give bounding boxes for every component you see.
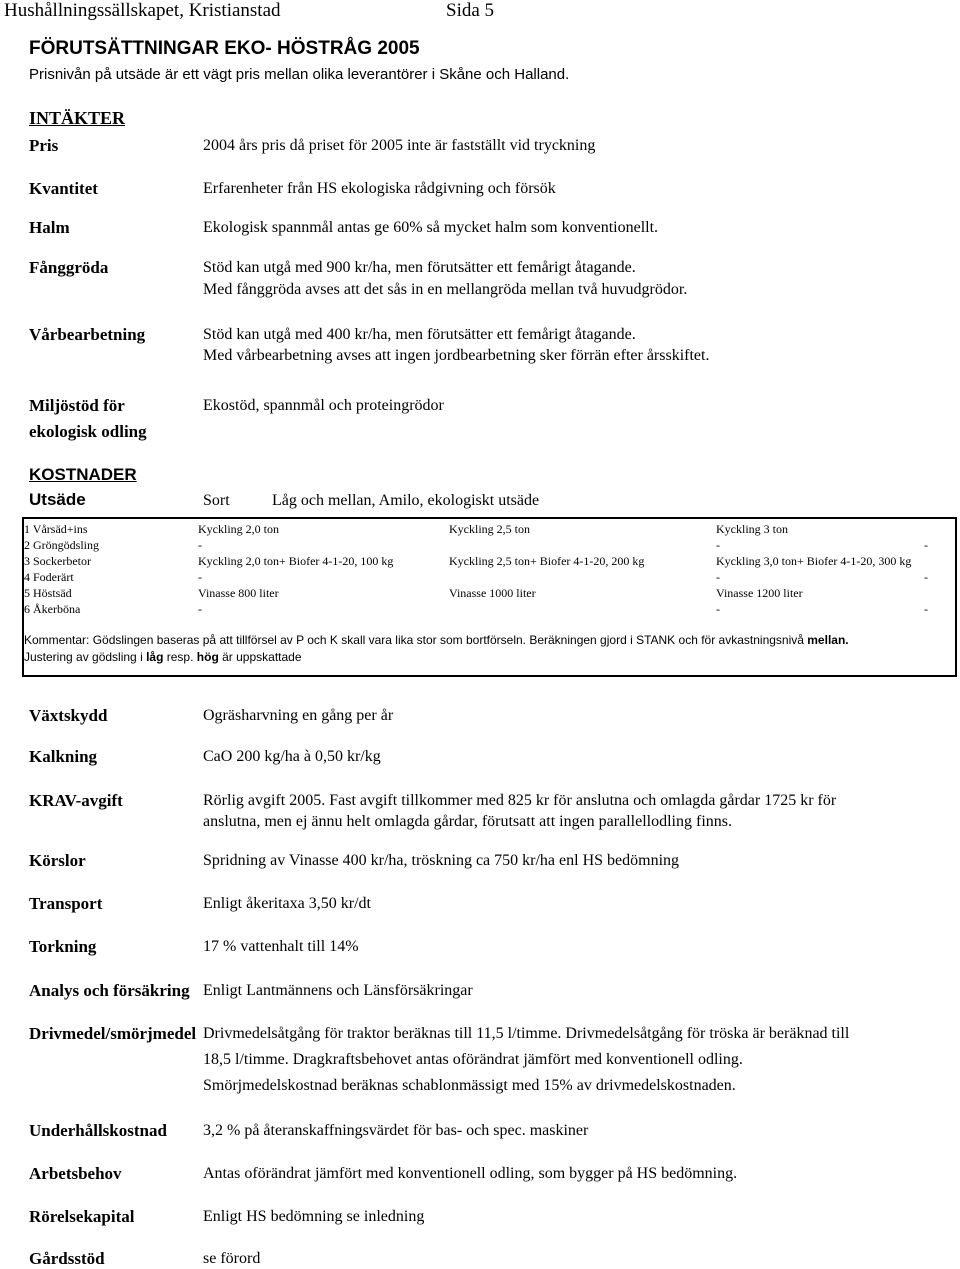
label-miljostod: Miljöstöd för [29,396,125,415]
label-transport: Transport [29,894,103,913]
table-cell: - [924,602,928,616]
table-cell: Kyckling 3,0 ton+ Biofer 4-1-20, 300 kg [716,554,912,568]
text-miljostod: Ekostöd, spannmål och proteingrödor [203,397,444,414]
text-korslor: Spridning av Vinasse 400 kr/ha, tröskning ca 750 kr/ha enl HS bedömning [203,852,680,869]
text-torkning: 17 % vattenhalt till 14% [203,938,359,955]
header-org: Hushållningssällskapet, Kristianstad [4,0,281,21]
text-fanggroda-1: Stöd kan utgå med 900 kr/ha, men förutsätter ett femårigt åtagande. [203,259,636,276]
label-arbetsbehov: Arbetsbehov [29,1164,122,1183]
label-korslor: Körslor [29,851,86,870]
label-utsade: Utsäde [29,490,86,509]
label-pris: Pris [29,136,59,155]
text-arbetsbehov: Antas oförändrat jämfört med konventionell odling, som bygger på HS bedömning. [203,1165,738,1182]
table-cell: Kyckling 2,0 ton [198,522,279,536]
table-cell: Vinasse 800 liter [198,586,279,600]
text-analys: Enligt Lantmännens och Länsförsäkringar [203,982,473,999]
intakter-heading: INTÄKTER [29,108,126,128]
kommentar-line-1 [24,633,849,647]
kommentar-text: resp. [163,650,197,664]
fertilization-box [22,517,957,677]
table-cell: - [716,602,720,616]
label-kalkning: Kalkning [29,747,98,766]
table-cell: - [198,602,202,616]
table-cell: - [716,538,720,552]
label-underhall: Underhållskostnad [29,1121,167,1140]
table-cell: - [198,538,202,552]
text-varbearbetning-1: Stöd kan utgå med 400 kr/ha, men förutsätter ett femårigt åtagande. [203,326,636,343]
kommentar-emphasis: hög [196,650,219,664]
table-cell: 2 Gröngödsling [24,538,99,552]
text-krav-avgift-1: Rörlig avgift 2005. Fast avgift tillkommer med 825 kr för anslutna och omlagda gårdar 1725 kr för [203,792,837,809]
table-cell: 5 Höstsäd [24,586,72,600]
kommentar-text: är uppskattade [218,650,302,664]
text-drivmedel-1: Drivmedelsåtgång för traktor beräknas till 11,5 l/timme. Drivmedelsåtgång för tröska är beräknad till [203,1025,850,1042]
label-fanggroda: Fånggröda [29,258,109,277]
table-cell: - [716,570,720,584]
text-kalkning: CaO 200 kg/ha à 0,50 kr/kg [203,748,381,765]
label-gardsstod: Gårdsstöd [29,1249,105,1268]
table-cell: 1 Vårsäd+ins [24,522,88,536]
kommentar-text: Kommentar: Gödslingen baseras på att tillförsel av P och K skall vara lika stor som bortförseln. Beräkningen gjord i STANK och för avkastningsnivå [24,633,808,647]
table-row [24,569,955,585]
label-miljostod-2: ekologisk odling [29,422,147,441]
text-pris: 2004 års pris då priset för 2005 inte är fastställt vid tryckning [203,137,596,154]
table-cell: Kyckling 3 ton [716,522,788,536]
table-cell: Vinasse 1200 liter [716,586,803,600]
table-row [24,537,955,553]
table-cell: - [924,570,928,584]
table-cell: - [198,570,202,584]
table-cell: Vinasse 1000 liter [449,586,536,600]
text-drivmedel-2: 18,5 l/timme. Dragkraftsbehovet antas oförändrat jämfört med konventionell odling. [203,1051,743,1068]
label-varbearbetning: Vårbearbetning [29,325,146,344]
table-cell: Kyckling 2,5 ton [449,522,530,536]
label-halm: Halm [29,218,70,237]
table-row [24,521,955,537]
table-cell: - [924,538,928,552]
page-subtitle: Prisnivån på utsäde är ett vägt pris mellan olika leverantörer i Skåne och Halland. [29,66,570,83]
kommentar-emphasis: låg [146,650,164,664]
page-title: FÖRUTSÄTTNINGAR EKO- HÖSTRÅG 2005 [29,38,420,59]
text-vaxtskydd: Ogräsharvning en gång per år [203,707,394,724]
table-cell: Kyckling 2,0 ton+ Biofer 4-1-20, 100 kg [198,554,394,568]
text-halm: Ekologisk spannmål antas ge 60% så mycket halm som konventionellt. [203,219,659,236]
text-varbearbetning-2: Med vårbearbetning avses att ingen jordbearbetning sker förrän efter årsskiftet. [203,347,710,364]
sort-value: Låg och mellan, Amilo, ekologiskt utsäde [272,492,540,509]
label-krav-avgift: KRAV-avgift [29,791,123,810]
label-kvantitet: Kvantitet [29,179,98,198]
text-fanggroda-2: Med fånggröda avses att det sås in en mellangröda mellan två huvudgrödor. [203,281,688,298]
table-cell: Kyckling 2,5 ton+ Biofer 4-1-20, 200 kg [449,554,645,568]
text-krav-avgift-2: anslutna, men ej ännu helt omlagda gårdar, förutsatt att ingen parallellodling finns. [203,813,732,830]
table-cell: 6 Åkerböna [24,602,81,616]
table-cell: 4 Foderärt [24,570,74,584]
label-rorelsekapital: Rörelsekapital [29,1207,135,1226]
label-analys: Analys och försäkring [29,981,190,1000]
label-vaxtskydd: Växtskydd [29,706,108,725]
text-kvantitet: Erfarenheter från HS ekologiska rådgivning och försök [203,180,556,197]
label-drivmedel: Drivmedel/smörjmedel [29,1024,197,1043]
kommentar-line-2 [24,650,302,664]
table-row [24,601,955,617]
header-page-number: Sida 5 [446,0,495,21]
text-underhall: 3,2 % på återanskaffningsvärdet för bas- och spec. maskiner [203,1122,589,1139]
label-sort: Sort [203,492,230,509]
kommentar-emphasis: mellan. [807,633,849,647]
label-torkning: Torkning [29,937,97,956]
table-row [24,553,955,569]
table-cell: 3 Sockerbetor [24,554,91,568]
text-drivmedel-3: Smörjmedelskostnad beräknas schablonmässigt med 15% av drivmedelskostnaden. [203,1077,736,1094]
text-transport: Enligt åkeritaxa 3,50 kr/dt [203,895,371,912]
kommentar-text: Justering av gödsling i [24,650,147,664]
text-rorelsekapital: Enligt HS bedömning se inledning [203,1208,425,1225]
kostnader-heading: KOSTNADER [29,465,137,484]
text-gardsstod: se förord [203,1250,261,1267]
table-row [24,585,955,601]
